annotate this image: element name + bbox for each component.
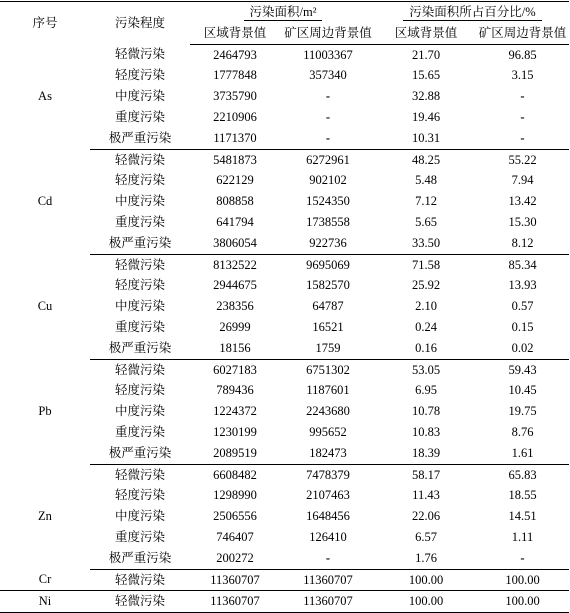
area-mine-cell: - <box>325 109 331 124</box>
pct-regional-cell: 2.10 <box>415 299 437 314</box>
area-regional-cell: 2464793 <box>213 47 257 62</box>
pct-mine-cell: 85.34 <box>508 257 537 272</box>
pct-mine-cell: 65.83 <box>508 467 537 482</box>
level-cell: 轻微污染 <box>114 467 165 482</box>
element-cell: Zn <box>38 509 52 524</box>
pct-mine-cell: 0.57 <box>511 299 534 314</box>
pct-regional-cell: 21.70 <box>411 47 441 62</box>
pct-mine-cell: 3.15 <box>511 68 534 83</box>
element-cell: Ni <box>0 591 90 613</box>
level-cell: 轻微污染 <box>114 362 165 377</box>
area-mine-cell: 2243680 <box>306 404 350 419</box>
level-cell: 轻度污染 <box>114 173 165 188</box>
table-row <box>0 149 569 170</box>
pct-mine-cell: 59.43 <box>508 362 537 377</box>
area-mine-cell: 6751302 <box>306 362 350 377</box>
level-cell: 极严重污染 <box>90 128 190 149</box>
level-cell: 重度污染 <box>114 109 165 124</box>
area-regional-cell: 26999 <box>219 319 251 334</box>
area-mine-cell: 922736 <box>280 233 376 254</box>
level-cell: 轻微污染 <box>114 152 165 167</box>
pct-mine-cell: 7.94 <box>511 173 534 188</box>
area-mine-cell: - <box>280 548 376 569</box>
area-mine-cell: 995652 <box>309 424 347 439</box>
area-mine-cell: 1187601 <box>306 383 350 398</box>
pct-regional-cell: 7.12 <box>415 194 437 209</box>
area-mine-cell: 6272961 <box>306 152 350 167</box>
pct-regional-cell: 10.83 <box>411 424 441 439</box>
area-regional-cell: 1230199 <box>213 424 257 439</box>
table-header <box>0 2 569 45</box>
area-regional-cell: 1171370 <box>190 128 280 149</box>
area-mine-cell: 357340 <box>309 68 347 83</box>
pct-mine-cell: 14.51 <box>508 509 537 524</box>
element-group-zn <box>0 464 569 569</box>
area-mine-cell: 1759 <box>280 338 376 359</box>
level-cell: 重度污染 <box>114 214 165 229</box>
area-regional-cell: 2506556 <box>213 509 257 524</box>
pct-regional-cell: 5.48 <box>415 173 437 188</box>
header-area-regional: 区域背景值 <box>190 23 280 44</box>
area-regional-cell: 3735790 <box>213 89 257 104</box>
pct-regional-cell: 18.39 <box>376 443 476 464</box>
area-mine-cell: 182473 <box>280 443 376 464</box>
pct-regional-cell: 1.76 <box>376 548 476 569</box>
element-group-cr <box>0 569 569 591</box>
pct-mine-cell: 13.42 <box>508 194 537 209</box>
area-regional-cell: 641794 <box>216 214 254 229</box>
area-regional-cell: 11360707 <box>190 591 280 613</box>
area-mine-cell: 902102 <box>309 173 347 188</box>
level-cell: 重度污染 <box>114 319 165 334</box>
area-regional-cell: 11360707 <box>190 569 280 591</box>
level-cell: 中度污染 <box>114 404 165 419</box>
area-mine-cell: 1582570 <box>306 278 350 293</box>
area-regional-cell: 18156 <box>190 338 280 359</box>
pct-regional-cell: 25.92 <box>411 278 441 293</box>
area-regional-cell: 789436 <box>216 383 254 398</box>
level-cell: 轻度污染 <box>114 383 165 398</box>
area-mine-cell: 2107463 <box>306 488 350 503</box>
area-regional-cell: 200272 <box>190 548 280 569</box>
area-regional-cell: 3806054 <box>190 233 280 254</box>
pct-regional-cell: 10.31 <box>376 128 476 149</box>
pct-mine-cell: 18.55 <box>508 488 537 503</box>
pct-regional-cell: 100.00 <box>376 569 476 591</box>
pct-mine-cell: 55.22 <box>508 152 537 167</box>
table-row <box>0 254 569 275</box>
level-cell: 中度污染 <box>114 509 165 524</box>
level-cell: 重度污染 <box>114 424 165 439</box>
level-cell: 轻度污染 <box>114 488 165 503</box>
header-pct-group <box>376 2 569 23</box>
area-regional-cell: 8132522 <box>213 257 257 272</box>
pct-mine-cell: - <box>520 109 525 124</box>
pct-regional-cell: 11.43 <box>412 488 440 503</box>
level-cell: 轻微污染 <box>90 591 190 613</box>
area-mine-cell: 1648456 <box>306 509 350 524</box>
pollution-area-table <box>0 1 569 613</box>
area-regional-cell: 238356 <box>216 299 254 314</box>
area-regional-cell: 6027183 <box>213 362 257 377</box>
area-mine-cell: 1524350 <box>306 194 350 209</box>
area-regional-cell: 622129 <box>216 173 254 188</box>
area-regional-cell: 5481873 <box>213 152 257 167</box>
pct-mine-cell: 100.00 <box>476 569 569 591</box>
table-row <box>0 359 569 380</box>
pct-mine-cell: 1.61 <box>476 443 569 464</box>
pct-mine-cell: - <box>476 548 569 569</box>
pct-mine-cell: 0.02 <box>476 338 569 359</box>
area-mine-cell: - <box>280 128 376 149</box>
pct-regional-cell: 100.00 <box>376 591 476 613</box>
area-regional-cell: 1224372 <box>213 404 257 419</box>
header-level: 污染程度 <box>90 2 190 45</box>
pct-mine-cell: 1.11 <box>511 529 534 544</box>
pct-regional-cell: 10.78 <box>411 404 441 419</box>
header-pct-mine: 矿区周边背景值 <box>476 23 569 44</box>
element-group-ni <box>0 591 569 613</box>
level-cell: 轻度污染 <box>114 278 165 293</box>
area-regional-cell: 2944675 <box>213 278 257 293</box>
element-cell: Cd <box>37 194 53 209</box>
element-cell: Cr <box>0 569 90 591</box>
element-group-cd <box>0 149 569 254</box>
area-mine-cell: 64787 <box>312 299 344 314</box>
area-mine-cell: 11003367 <box>303 47 353 62</box>
area-regional-cell: 2089519 <box>190 443 280 464</box>
pct-mine-cell: 13.93 <box>508 278 537 293</box>
level-cell: 中度污染 <box>114 89 165 104</box>
header-pct-regional: 区域背景值 <box>376 23 476 44</box>
pct-mine-cell: 10.45 <box>508 383 537 398</box>
table-row <box>0 464 569 485</box>
level-cell: 极严重污染 <box>90 233 190 254</box>
pct-mine-cell: - <box>476 128 569 149</box>
area-regional-cell: 1298990 <box>213 488 257 503</box>
area-regional-cell: 2210906 <box>213 109 257 124</box>
pct-regional-cell: 22.06 <box>411 509 441 524</box>
level-cell: 中度污染 <box>114 194 165 209</box>
header-pct-group-label: 污染面积所占百分比/% <box>403 5 541 21</box>
pct-regional-cell: 0.16 <box>376 338 476 359</box>
area-mine-cell: 11360707 <box>280 569 376 591</box>
area-mine-cell: 126410 <box>309 529 347 544</box>
pct-mine-cell: 8.76 <box>511 424 534 439</box>
element-cell: As <box>38 89 52 104</box>
element-group-as <box>0 44 569 149</box>
table-row <box>0 569 569 591</box>
header-area-mine: 矿区周边背景值 <box>280 23 376 44</box>
pct-mine-cell: 96.85 <box>508 47 537 62</box>
header-area-group-label: 污染面积/m² <box>244 5 323 21</box>
level-cell: 中度污染 <box>114 299 165 314</box>
area-regional-cell: 6608482 <box>213 467 257 482</box>
element-cell: Cu <box>37 299 53 314</box>
area-mine-cell: 11360707 <box>280 591 376 613</box>
level-cell: 轻微污染 <box>90 569 190 591</box>
pct-mine-cell: 100.00 <box>476 591 569 613</box>
level-cell: 极严重污染 <box>90 548 190 569</box>
pct-regional-cell: 15.65 <box>411 68 441 83</box>
pct-mine-cell: 8.12 <box>476 233 569 254</box>
pct-regional-cell: 58.17 <box>411 467 441 482</box>
pct-regional-cell: 6.57 <box>415 529 437 544</box>
level-cell: 轻微污染 <box>114 47 165 62</box>
pct-regional-cell: 5.65 <box>415 214 437 229</box>
area-regional-cell: 808858 <box>216 194 254 209</box>
area-mine-cell: 16521 <box>312 319 344 334</box>
table-row <box>0 44 569 65</box>
area-regional-cell: 746407 <box>216 529 254 544</box>
area-mine-cell: 9695069 <box>306 257 350 272</box>
pct-regional-cell: 71.58 <box>411 257 441 272</box>
pct-mine-cell: 0.15 <box>511 319 534 334</box>
level-cell: 极严重污染 <box>90 443 190 464</box>
area-mine-cell: - <box>325 89 331 104</box>
pct-regional-cell: 48.25 <box>411 152 441 167</box>
element-cell: Pb <box>38 404 52 419</box>
pct-mine-cell: 15.30 <box>508 214 537 229</box>
element-group-cu <box>0 254 569 359</box>
element-group-pb <box>0 359 569 464</box>
pct-mine-cell: 19.75 <box>508 404 537 419</box>
level-cell: 极严重污染 <box>90 338 190 359</box>
pct-regional-cell: 53.05 <box>411 362 441 377</box>
area-regional-cell: 1777848 <box>213 68 257 83</box>
pct-regional-cell: 0.24 <box>415 319 437 334</box>
pct-regional-cell: 19.46 <box>411 109 441 124</box>
level-cell: 轻微污染 <box>114 257 165 272</box>
level-cell: 重度污染 <box>114 529 165 544</box>
level-cell: 轻度污染 <box>114 68 165 83</box>
pct-regional-cell: 6.95 <box>415 383 437 398</box>
area-mine-cell: 1738558 <box>306 214 350 229</box>
pct-regional-cell: 33.50 <box>376 233 476 254</box>
pct-regional-cell: 32.88 <box>411 89 441 104</box>
table-row <box>0 591 569 613</box>
header-area-group <box>190 2 376 23</box>
pct-mine-cell: - <box>520 89 525 104</box>
area-mine-cell: 7478379 <box>306 467 350 482</box>
header-id: 序号 <box>0 2 90 45</box>
